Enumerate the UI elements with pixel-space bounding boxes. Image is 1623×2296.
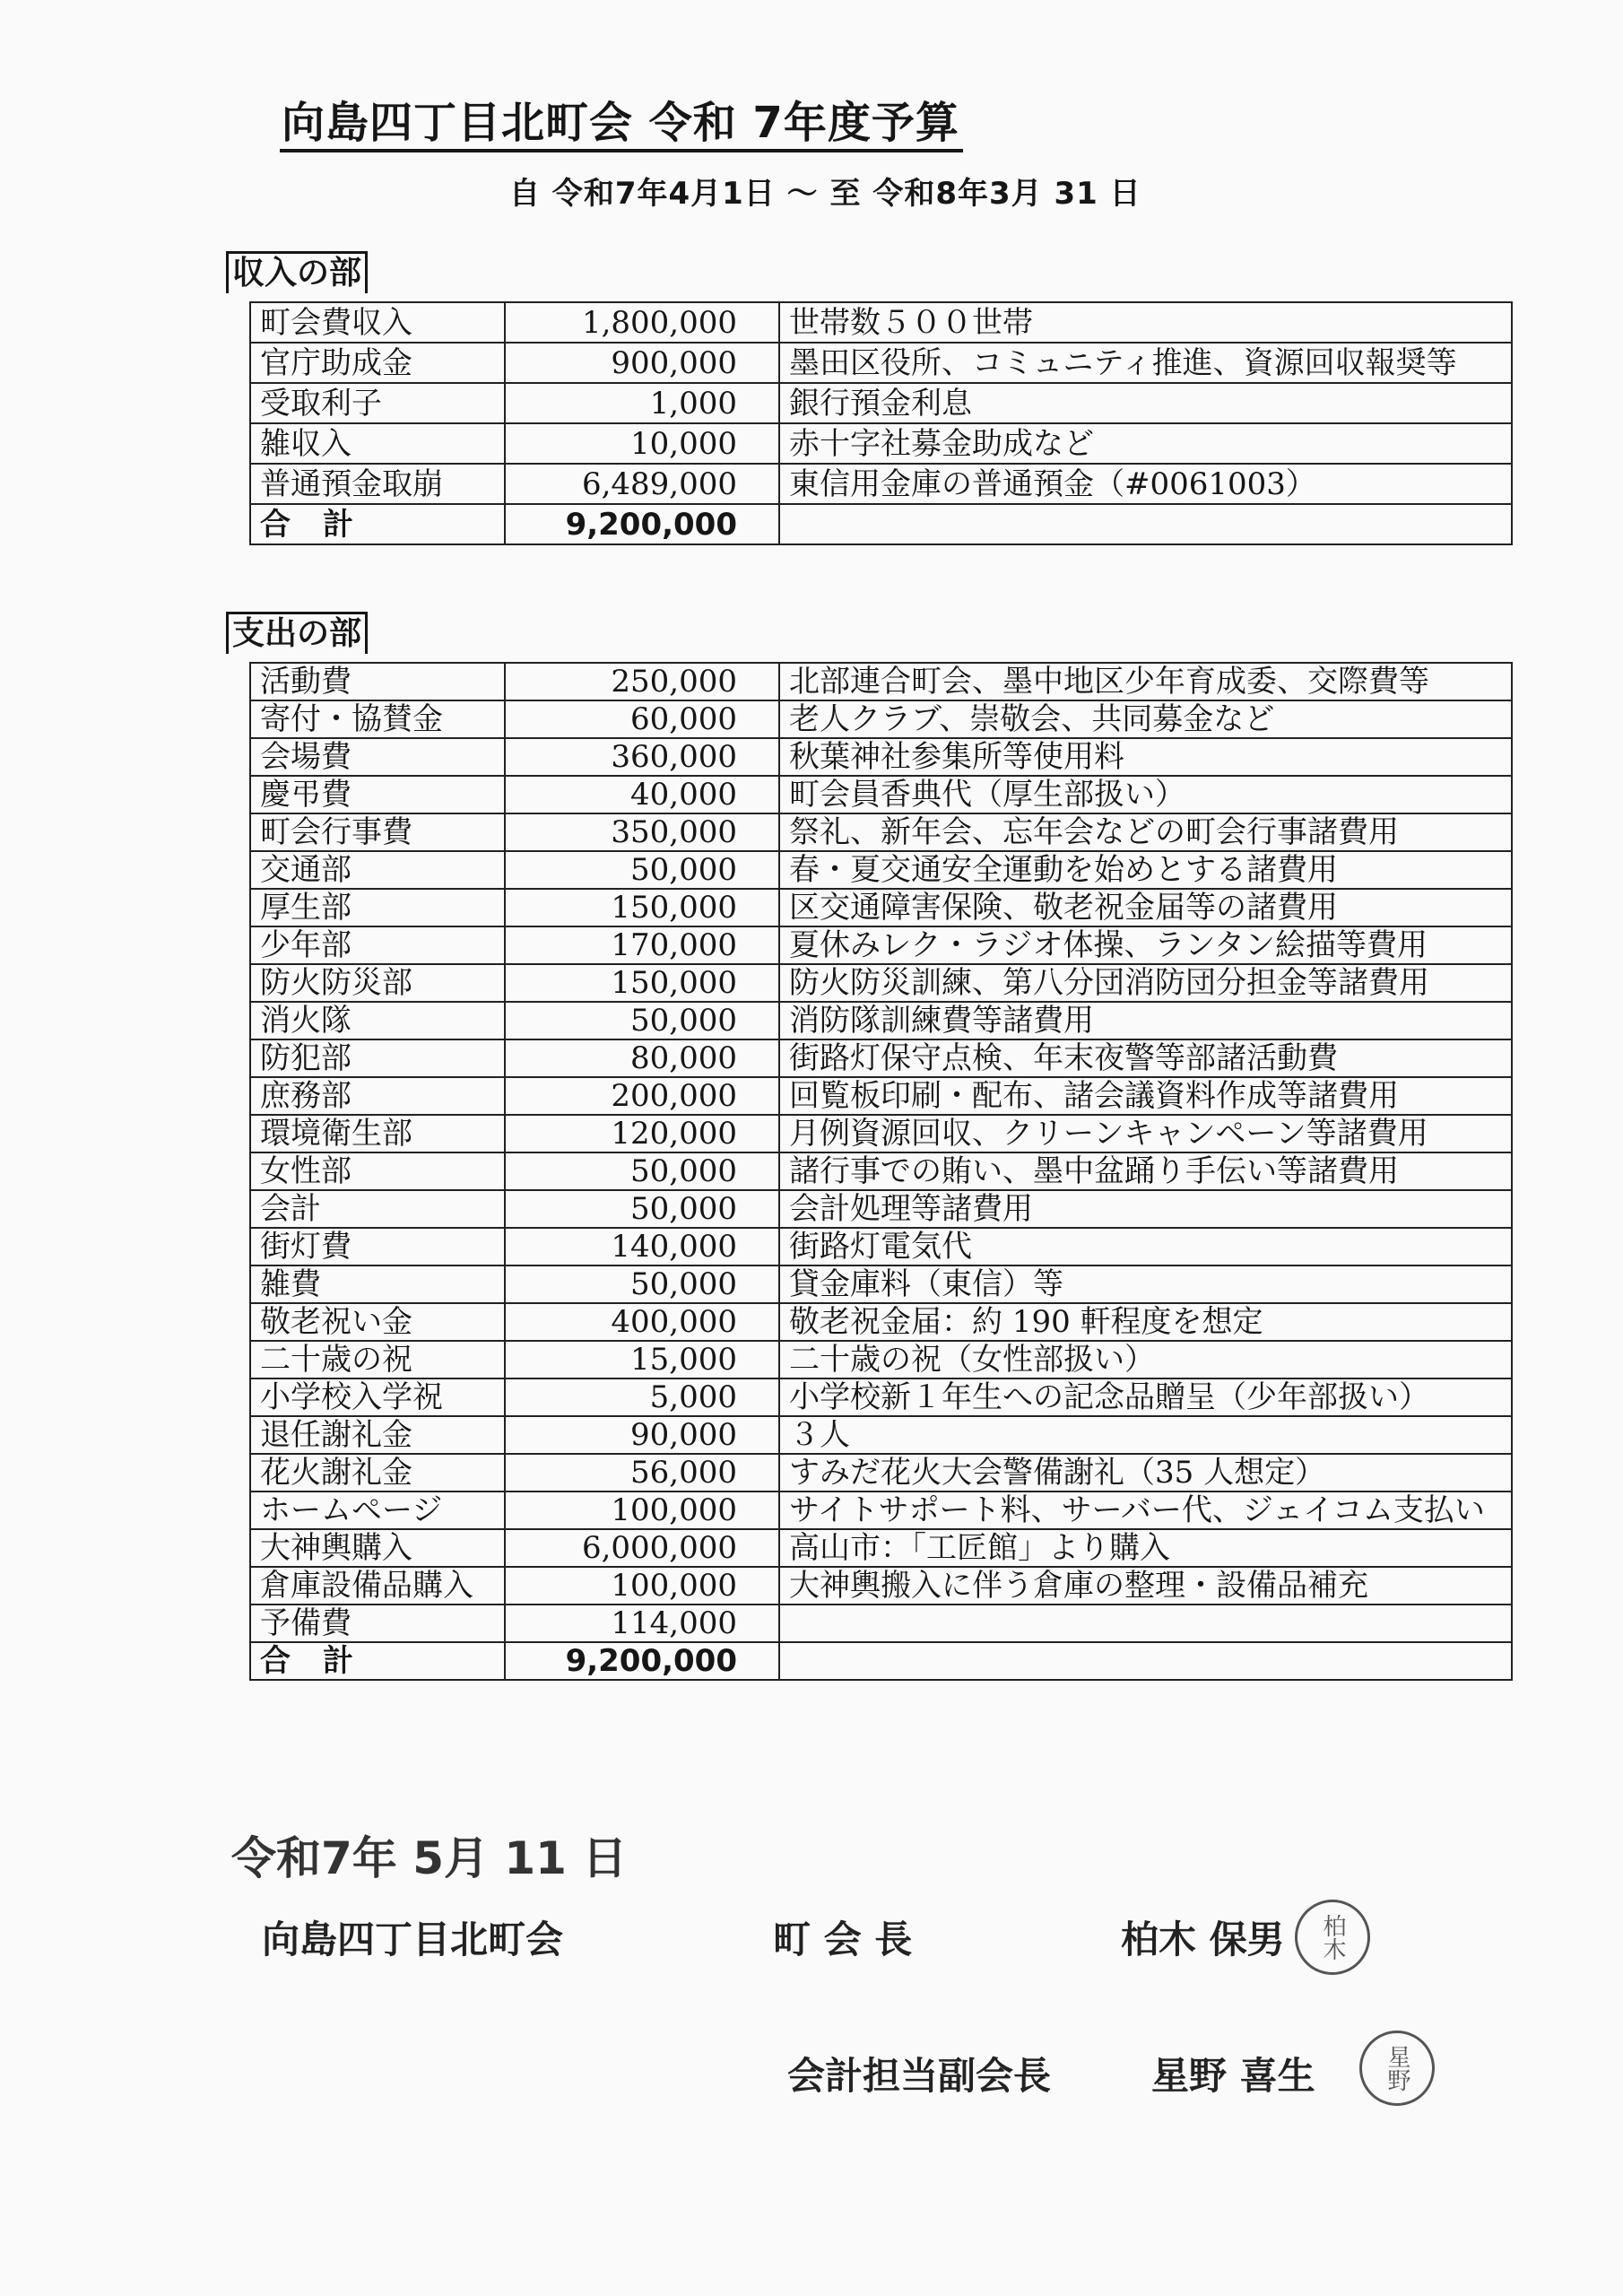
table-row xyxy=(250,964,1512,1002)
amount-cell: 40,000 xyxy=(505,776,779,813)
note-cell: すみだ花火大会警備謝礼（35 人想定） xyxy=(779,1454,1512,1492)
note-cell: 小学校新１年生への記念品贈呈（少年部扱い） xyxy=(779,1378,1512,1416)
amount-cell: 170,000 xyxy=(505,926,779,964)
item-cell: 大神輿購入 xyxy=(250,1529,505,1567)
table-row xyxy=(250,1115,1512,1152)
treasurer-seal-stamp xyxy=(1359,2031,1435,2106)
amount-cell: 1,000 xyxy=(505,383,779,423)
table-row xyxy=(250,889,1512,926)
item-cell: 会計 xyxy=(250,1190,505,1228)
note-cell: ３人 xyxy=(779,1416,1512,1454)
amount-cell: 50,000 xyxy=(505,1190,779,1228)
amount-cell: 10,000 xyxy=(505,423,779,464)
note-cell: 敬老祝金届：約 190 軒程度を想定 xyxy=(779,1303,1512,1341)
table-row xyxy=(250,1152,1512,1190)
note-cell: 祭礼、新年会、忘年会などの町会行事諸費用 xyxy=(779,813,1512,851)
item-cell: 厚生部 xyxy=(250,889,505,926)
amount-cell: 9,200,000 xyxy=(505,1642,779,1680)
amount-cell: 150,000 xyxy=(505,889,779,926)
table-row xyxy=(250,738,1512,776)
amount-cell: 60,000 xyxy=(505,700,779,738)
document-date: 令和7年 5月 11 日 xyxy=(231,1832,628,1884)
note-cell: 墨田区役所、コミュニティ推進、資源回収報奨等 xyxy=(779,343,1512,383)
expense-table xyxy=(249,662,1513,1681)
treasurer-title: 会計担当副会長 xyxy=(787,2054,1052,2098)
item-cell: 小学校入学祝 xyxy=(250,1378,505,1416)
note-cell: 世帯数５００世帯 xyxy=(779,302,1512,343)
amount-cell: 400,000 xyxy=(505,1303,779,1341)
item-cell: 雑収入 xyxy=(250,423,505,464)
table-row xyxy=(250,1190,1512,1228)
table-row xyxy=(250,464,1512,504)
treasurer-name: 星野 喜生 xyxy=(1151,2054,1315,2098)
item-cell: ホームページ xyxy=(250,1492,505,1529)
chair-seal-stamp xyxy=(1295,1900,1370,1975)
table-row xyxy=(250,1002,1512,1039)
note-cell: 高山市：「工匠館」より購入 xyxy=(779,1529,1512,1567)
item-cell: 予備費 xyxy=(250,1605,505,1642)
amount-cell: 140,000 xyxy=(505,1228,779,1265)
table-row xyxy=(250,776,1512,813)
note-cell: 町会員香典代（厚生部扱い） xyxy=(779,776,1512,813)
item-cell: 合計 xyxy=(250,1642,505,1680)
item-cell: 活動費 xyxy=(250,663,505,700)
item-cell: 敬老祝い金 xyxy=(250,1303,505,1341)
amount-cell: 6,000,000 xyxy=(505,1529,779,1567)
document-title: 向島四丁目北町会 令和 7年度予算 xyxy=(280,97,963,152)
amount-cell: 120,000 xyxy=(505,1115,779,1152)
item-cell: 合計 xyxy=(250,504,505,544)
amount-cell: 50,000 xyxy=(505,851,779,889)
table-row xyxy=(250,663,1512,700)
item-cell: 花火謝礼金 xyxy=(250,1454,505,1492)
table-row xyxy=(250,423,1512,464)
amount-cell: 100,000 xyxy=(505,1567,779,1605)
table-row xyxy=(250,700,1512,738)
note-cell: 街路灯電気代 xyxy=(779,1228,1512,1265)
table-row xyxy=(250,1228,1512,1265)
note-cell xyxy=(779,1642,1512,1680)
amount-cell: 5,000 xyxy=(505,1378,779,1416)
item-cell: 防火防災部 xyxy=(250,964,505,1002)
table-row xyxy=(250,1378,1512,1416)
note-cell: 防火防災訓練、第八分団消防団分担金等諸費用 xyxy=(779,964,1512,1002)
note-cell: 区交通障害保険、敬老祝金届等の諸費用 xyxy=(779,889,1512,926)
note-cell: 銀行預金利息 xyxy=(779,383,1512,423)
note-cell: 街路灯保守点検、年末夜警等部諸活動費 xyxy=(779,1039,1512,1077)
organization-name: 向島四丁目北町会 xyxy=(262,1918,564,1961)
note-cell: 消防隊訓練費等諸費用 xyxy=(779,1002,1512,1039)
table-row xyxy=(250,1492,1512,1529)
chair-seal-text: 柏木 xyxy=(1319,1914,1346,1961)
amount-cell: 114,000 xyxy=(505,1605,779,1642)
item-cell: 女性部 xyxy=(250,1152,505,1190)
item-cell: 雑費 xyxy=(250,1265,505,1303)
note-cell xyxy=(779,504,1512,544)
income-section-label: 収入の部 xyxy=(226,251,368,293)
table-row xyxy=(250,1529,1512,1567)
table-row xyxy=(250,383,1512,423)
table-row xyxy=(250,1039,1512,1077)
amount-cell: 15,000 xyxy=(505,1341,779,1378)
table-row xyxy=(250,1454,1512,1492)
item-cell: 町会行事費 xyxy=(250,813,505,851)
note-cell: 老人クラブ、崇敬会、共同募金など xyxy=(779,700,1512,738)
note-cell: 赤十字社募金助成など xyxy=(779,423,1512,464)
note-cell: 諸行事での賄い、墨中盆踊り手伝い等諸費用 xyxy=(779,1152,1512,1190)
item-cell: 二十歳の祝 xyxy=(250,1341,505,1378)
table-row xyxy=(250,851,1512,889)
table-row xyxy=(250,1265,1512,1303)
table-row xyxy=(250,1567,1512,1605)
table-row xyxy=(250,813,1512,851)
note-cell: 大神輿搬入に伴う倉庫の整理・設備品補充 xyxy=(779,1567,1512,1605)
amount-cell: 80,000 xyxy=(505,1039,779,1077)
budget-period: 自 令和7年4月1日 ～ 至 令和8年3月 31 日 xyxy=(509,176,1141,212)
amount-cell: 56,000 xyxy=(505,1454,779,1492)
note-cell: 貸金庫料（東信）等 xyxy=(779,1265,1512,1303)
note-cell xyxy=(779,1605,1512,1642)
table-row xyxy=(250,1416,1512,1454)
amount-cell: 900,000 xyxy=(505,343,779,383)
item-cell: 退任謝礼金 xyxy=(250,1416,505,1454)
expense-section-label: 支出の部 xyxy=(226,612,368,654)
table-row xyxy=(250,343,1512,383)
note-cell: 北部連合町会、墨中地区少年育成委、交際費等 xyxy=(779,663,1512,700)
note-cell: 会計処理等諸費用 xyxy=(779,1190,1512,1228)
amount-cell: 50,000 xyxy=(505,1002,779,1039)
table-row xyxy=(250,926,1512,964)
amount-cell: 50,000 xyxy=(505,1152,779,1190)
item-cell: 官庁助成金 xyxy=(250,343,505,383)
amount-cell: 360,000 xyxy=(505,738,779,776)
note-cell: 月例資源回収、クリーンキャンペーン等諸費用 xyxy=(779,1115,1512,1152)
amount-cell: 6,489,000 xyxy=(505,464,779,504)
item-cell: 交通部 xyxy=(250,851,505,889)
item-cell: 庶務部 xyxy=(250,1077,505,1115)
note-cell: 二十歳の祝（女性部扱い） xyxy=(779,1341,1512,1378)
total-row xyxy=(250,1642,1512,1680)
table-row xyxy=(250,1605,1512,1642)
amount-cell: 9,200,000 xyxy=(505,504,779,544)
note-cell: サイトサポート料、サーバー代、ジェイコム支払い xyxy=(779,1492,1512,1529)
note-cell: 回覧板印刷・配布、諸会議資料作成等諸費用 xyxy=(779,1077,1512,1115)
amount-cell: 250,000 xyxy=(505,663,779,700)
note-cell: 東信用金庫の普通預金（#0061003） xyxy=(779,464,1512,504)
note-cell: 春・夏交通安全運動を始めとする諸費用 xyxy=(779,851,1512,889)
item-cell: 少年部 xyxy=(250,926,505,964)
amount-cell: 50,000 xyxy=(505,1265,779,1303)
item-cell: 普通預金取崩 xyxy=(250,464,505,504)
total-row xyxy=(250,504,1512,544)
table-row xyxy=(250,1341,1512,1378)
item-cell: 寄付・協賛金 xyxy=(250,700,505,738)
item-cell: 倉庫設備品購入 xyxy=(250,1567,505,1605)
amount-cell: 150,000 xyxy=(505,964,779,1002)
item-cell: 環境衛生部 xyxy=(250,1115,505,1152)
income-table xyxy=(249,301,1513,545)
item-cell: 町会費収入 xyxy=(250,302,505,343)
table-row xyxy=(250,1303,1512,1341)
chair-title: 町 会 長 xyxy=(773,1918,913,1961)
amount-cell: 200,000 xyxy=(505,1077,779,1115)
item-cell: 受取利子 xyxy=(250,383,505,423)
amount-cell: 90,000 xyxy=(505,1416,779,1454)
table-row xyxy=(250,1077,1512,1115)
item-cell: 慶弔費 xyxy=(250,776,505,813)
item-cell: 消火隊 xyxy=(250,1002,505,1039)
item-cell: 会場費 xyxy=(250,738,505,776)
note-cell: 秋葉神社参集所等使用料 xyxy=(779,738,1512,776)
note-cell: 夏休みレク・ラジオ体操、ランタン絵描等費用 xyxy=(779,926,1512,964)
item-cell: 防犯部 xyxy=(250,1039,505,1077)
table-row xyxy=(250,302,1512,343)
amount-cell: 350,000 xyxy=(505,813,779,851)
item-cell: 街灯費 xyxy=(250,1228,505,1265)
treasurer-seal-text: 星野 xyxy=(1384,2045,1410,2092)
amount-cell: 1,800,000 xyxy=(505,302,779,343)
chair-name: 柏木 保男 xyxy=(1121,1918,1285,1961)
amount-cell: 100,000 xyxy=(505,1492,779,1529)
